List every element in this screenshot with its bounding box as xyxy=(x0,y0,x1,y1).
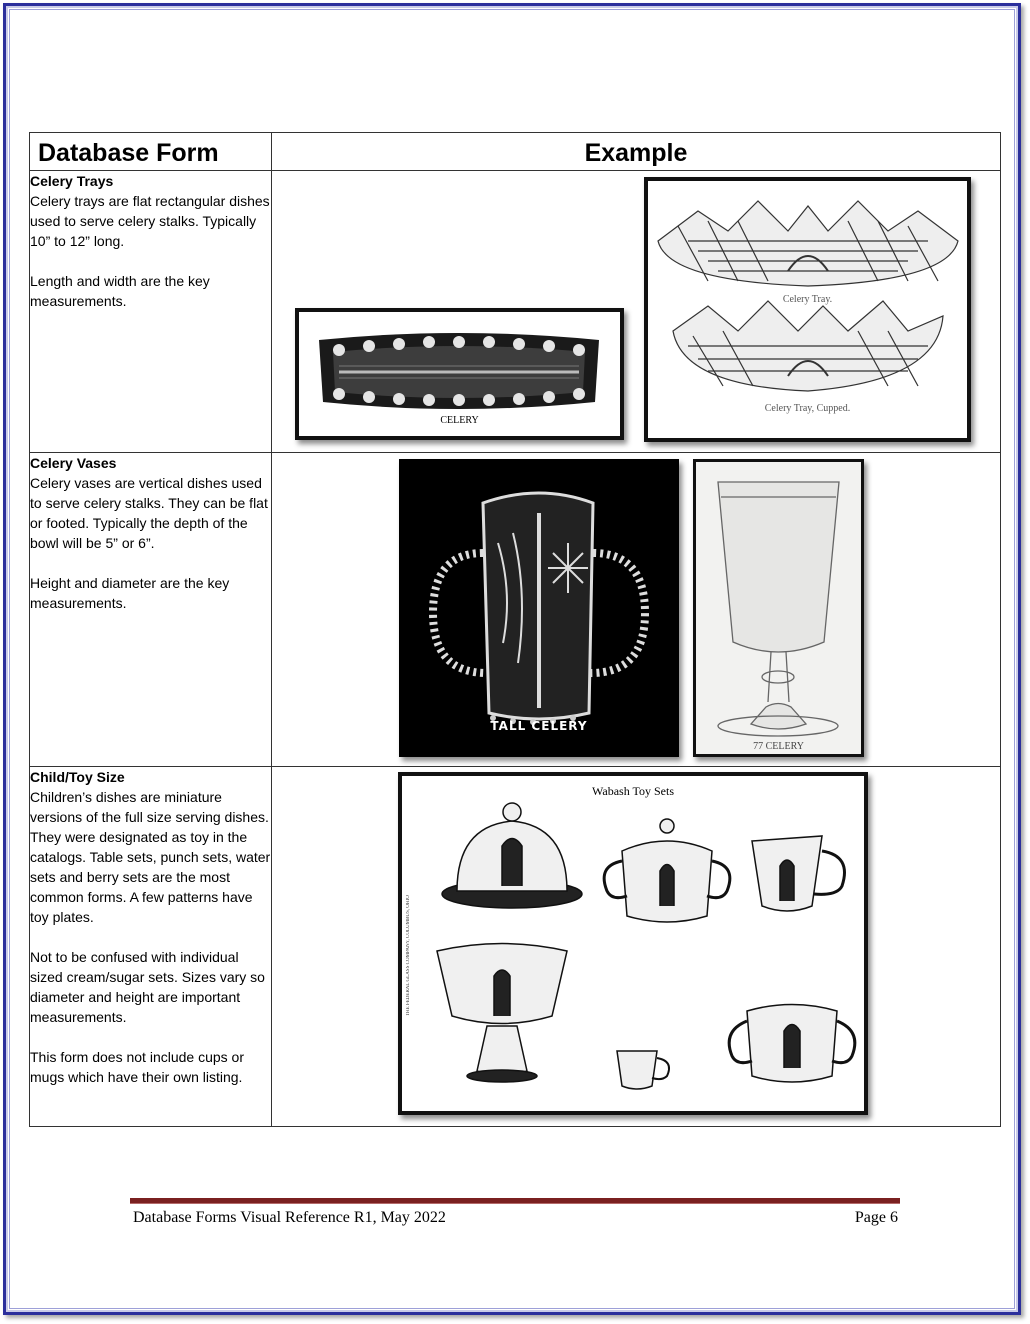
form-description xyxy=(30,767,272,1127)
table-row xyxy=(30,767,1001,1127)
form-title: Celery Trays xyxy=(30,173,114,189)
celery-tray-catalog-image xyxy=(644,177,971,442)
footer-document-title: Database Forms Visual Reference R1, May 2022 xyxy=(133,1209,446,1226)
image-caption: Celery Tray, Cupped. xyxy=(764,403,851,414)
celery-tray-image xyxy=(295,308,624,440)
page-number: Page 6 xyxy=(854,1209,898,1226)
form-paragraph: Children’s dishes are miniature versions of the full size serving dishes. They were designated as toy in the catalogs. Table sets, punch sets, water sets and berry sets are the most common forms. A few patterns have toy plates. xyxy=(30,789,271,925)
table-row xyxy=(30,453,1001,767)
celery-vase-catalog-image xyxy=(693,459,864,757)
image-caption: 77 CELERY xyxy=(753,741,804,752)
form-paragraph: Celery vases are vertical dishes used to serve celery stalks. They can be flat or footed. Typically the depth of the bowl will be 5” or 6”. xyxy=(30,475,268,551)
toy-sets-catalog-image xyxy=(398,772,868,1115)
catalog-side-text: THE FEDERAL GLASS COMPANY, COLUMBUS, OHIO xyxy=(406,895,411,1016)
tall-celery-image xyxy=(399,459,679,757)
image-caption: Wabash Toy Sets xyxy=(592,784,674,798)
form-paragraph: Celery trays are flat rectangular dishes used to serve celery stalks. Typically 10” to 12” long. xyxy=(30,193,270,249)
page-footer xyxy=(133,1209,898,1227)
example-cell xyxy=(272,453,1001,767)
header-example: Example xyxy=(272,133,1001,171)
form-paragraph: This form does not include cups or mugs which have their own listing. xyxy=(30,1049,244,1085)
image-caption: CELERY xyxy=(440,415,479,426)
table-row xyxy=(30,171,1001,453)
form-title: Celery Vases xyxy=(30,455,117,471)
form-title: Child/Toy Size xyxy=(30,769,125,785)
footer-divider xyxy=(130,1198,900,1204)
example-cell xyxy=(272,767,1001,1127)
form-description xyxy=(30,171,272,453)
header-database-form: Database Form xyxy=(30,133,272,171)
image-caption: Celery Tray. xyxy=(782,294,833,305)
image-caption: TALL CELERY xyxy=(490,719,588,733)
database-forms-table xyxy=(29,132,1001,1127)
form-paragraph: Not to be confused with individual sized cream/sugar sets. Sizes vary so diameter and height are important measurements. xyxy=(30,949,265,1025)
example-cell xyxy=(272,171,1001,453)
form-paragraph: Height and diameter are the key measurements. xyxy=(30,575,230,611)
table-header-row xyxy=(30,133,1001,171)
form-paragraph: Length and width are the key measurements. xyxy=(30,273,210,309)
form-description xyxy=(30,453,272,767)
